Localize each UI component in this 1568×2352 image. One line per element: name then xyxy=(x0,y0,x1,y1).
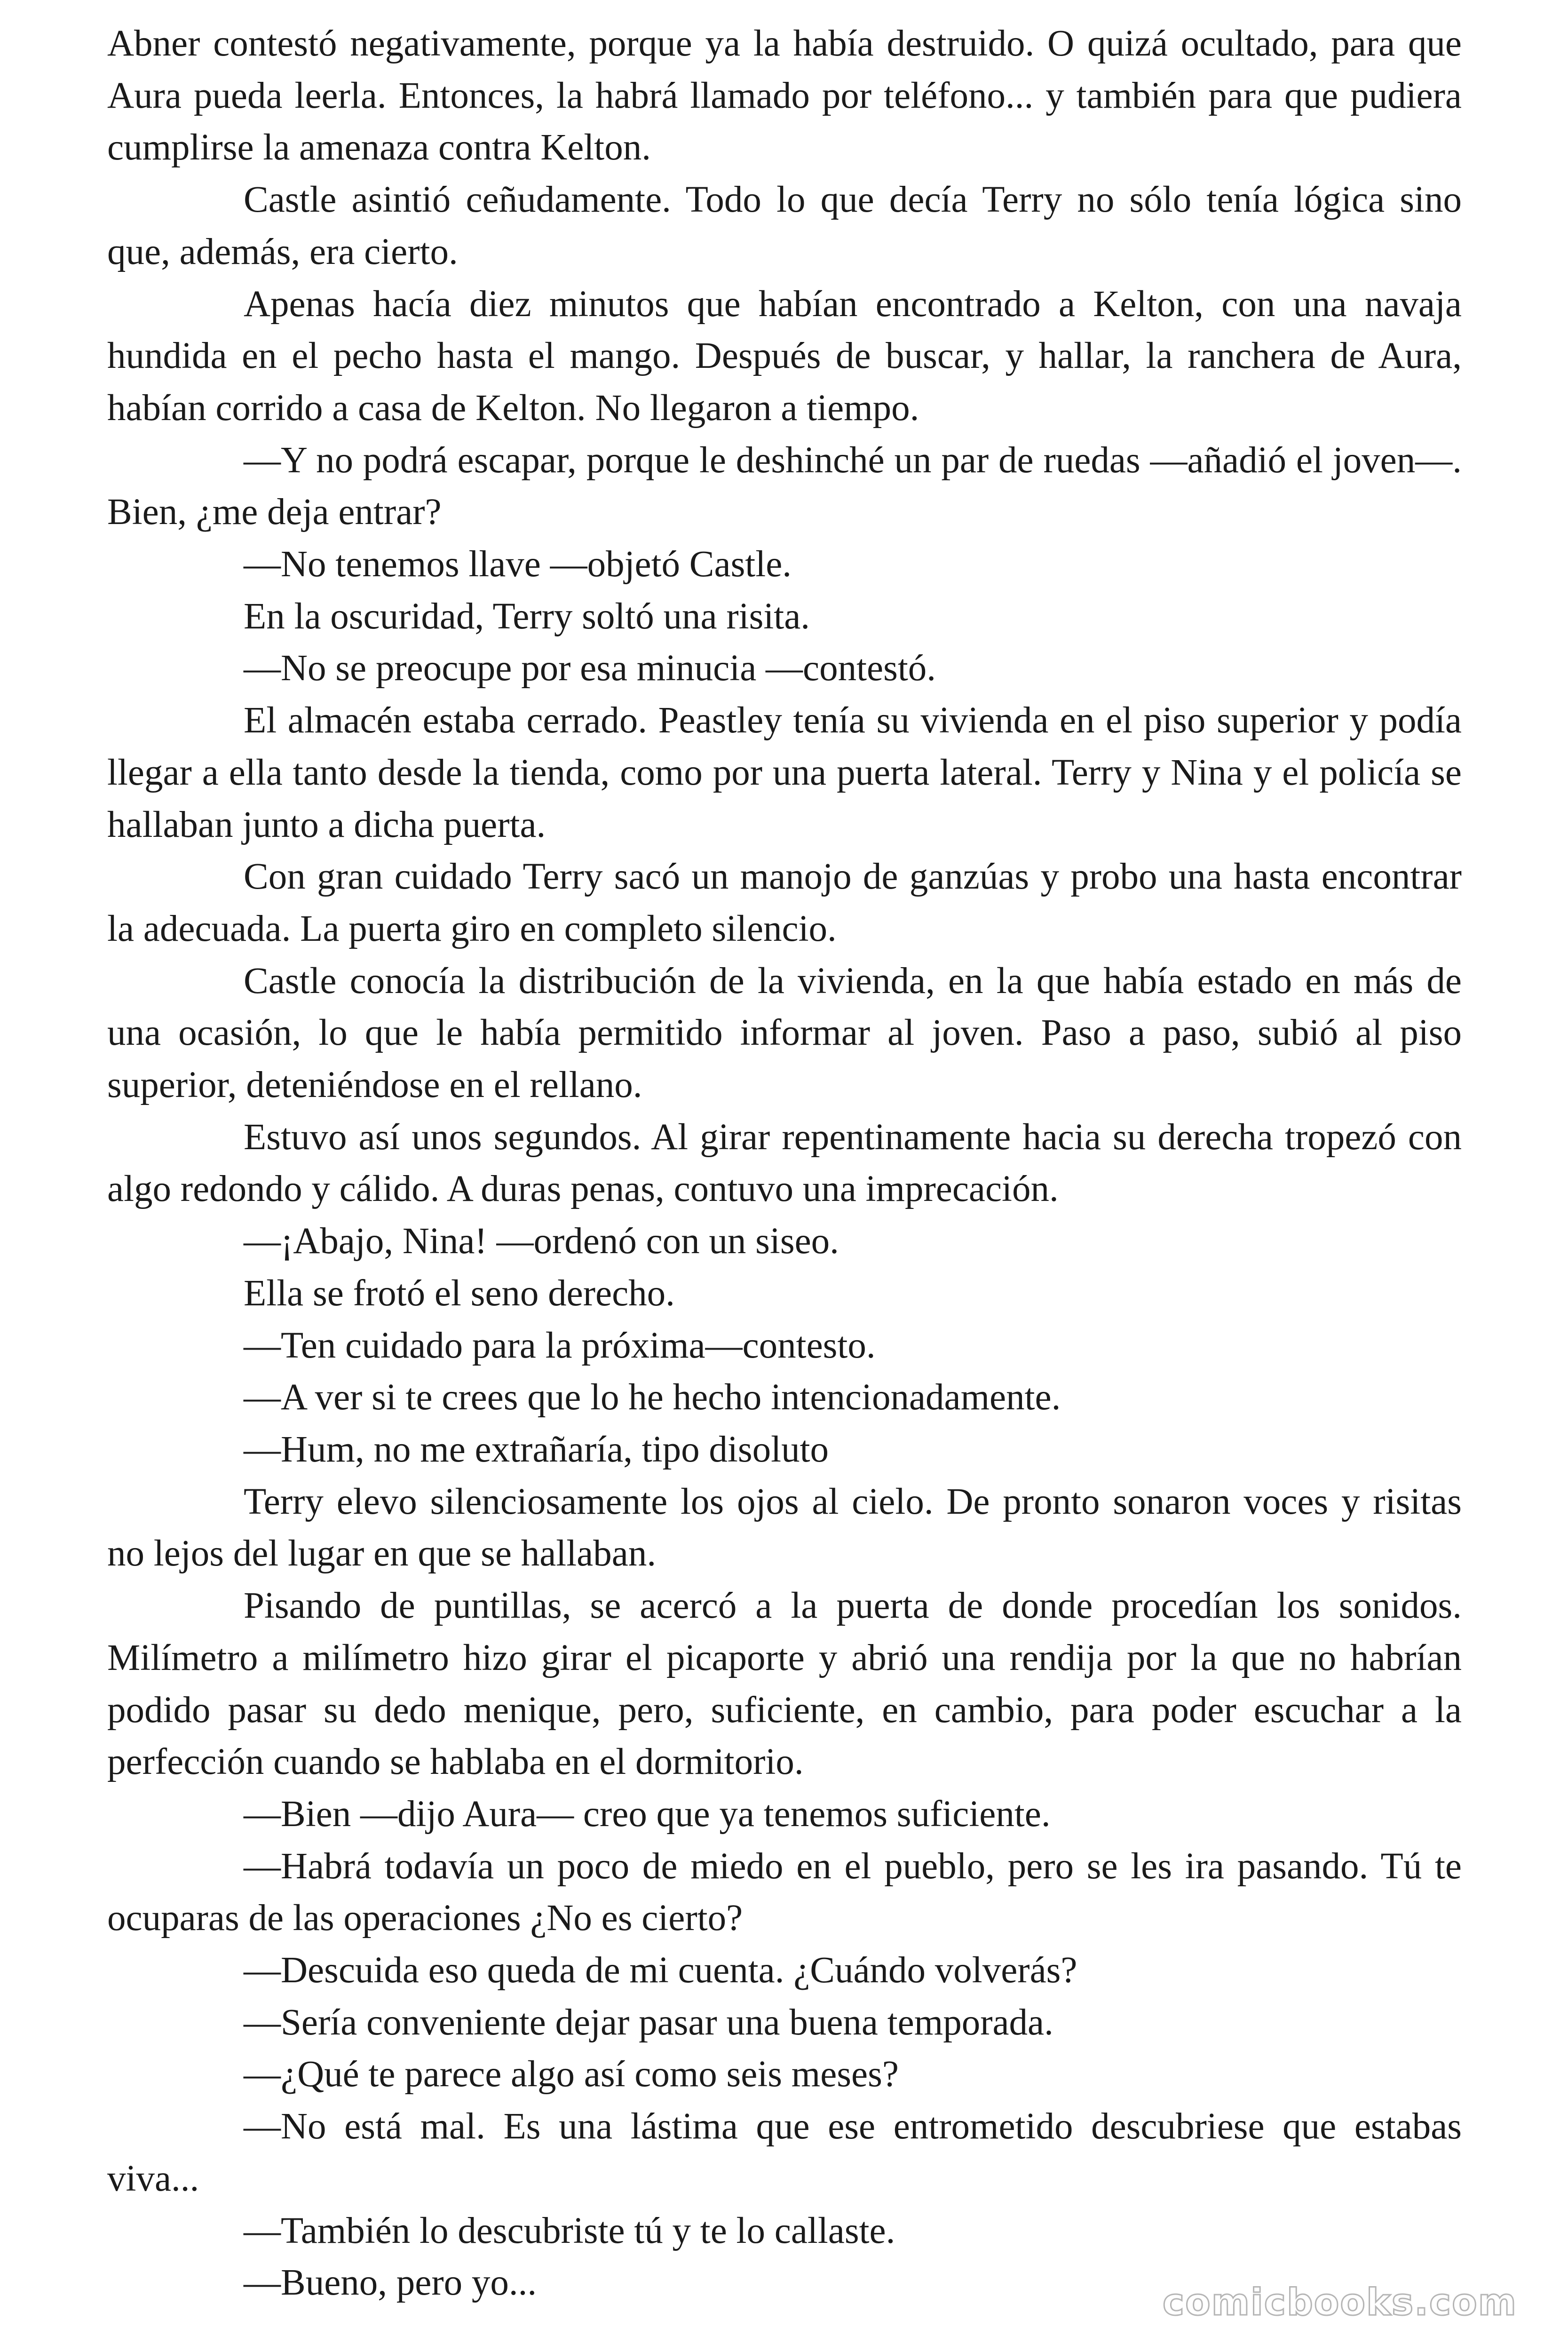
paragraph: —También lo descubriste tú y te lo callaste. xyxy=(244,2210,895,2251)
paragraph: Terry elevo silenciosamente los ojos al cielo. De pronto sonaron voces y risitas no lejos del lugar en que se hallaban. xyxy=(107,1481,1462,1574)
paragraph: Abner contestó negativamente, porque ya la había destruido. O quizá ocultado, para que Aura pueda leerla. Entonces, la habrá llamado por teléfono... y también para que pudiera cumplirse la amenaza contra Kelton. xyxy=(107,23,1462,168)
paragraph: —Ten cuidado para la próxima—contesto. xyxy=(244,1325,876,1366)
paragraph: —¿Qué te parece algo así como seis meses? xyxy=(244,2054,899,2095)
paragraph: Castle asintió ceñudamente. Todo lo que decía Terry no sólo tenía lógica sino que, además, era cierto. xyxy=(107,179,1462,272)
paragraph: —Y no podrá escapar, porque le deshinché un par de ruedas —añadió el joven—. Bien, ¿me deja entrar? xyxy=(107,439,1462,533)
paragraph: —¡Abajo, Nina! —ordenó con un siseo. xyxy=(244,1221,839,1262)
paragraph: —Descuida eso queda de mi cuenta. ¿Cuándo volverás? xyxy=(244,1950,1077,1991)
watermark-text: comicbooks.com xyxy=(1162,2281,1517,2324)
paragraph: —Sería conveniente dejar pasar una buena temporada. xyxy=(244,2002,1053,2043)
paragraph: En la oscuridad, Terry soltó una risita. xyxy=(244,596,810,637)
page-text xyxy=(107,18,1462,2309)
paragraph: —No está mal. Es una lástima que ese entrometido descubriese que estabas viva... xyxy=(107,2106,1462,2199)
paragraph: —No tenemos llave —objetó Castle. xyxy=(244,544,792,585)
paragraph: Ella se frotó el seno derecho. xyxy=(244,1272,675,1314)
paragraph: Pisando de puntillas, se acercó a la puerta de donde procedían los sonidos. Milímetro a milímetro hizo girar el picaporte y abrió una rendija por la que no habrían podido pasar su dedo menique, pero, suficiente, en cambio, para poder escuchar a la perfección cuando se hablaba en el dormitorio. xyxy=(107,1585,1462,1783)
paragraph: —Bien —dijo Aura— creo que ya tenemos suficiente. xyxy=(244,1793,1051,1835)
paragraph: —No se preocupe por esa minucia —contestó. xyxy=(244,648,936,689)
paragraph: Con gran cuidado Terry sacó un manojo de ganzúas y probo una hasta encontrar la adecuada. La puerta giro en completo silencio. xyxy=(107,856,1462,949)
paragraph: El almacén estaba cerrado. Peastley tenía su vivienda en el piso superior y podía llegar a ella tanto desde la tienda, como por una puerta lateral. Terry y Nina y el policía se hallaban junto a dicha puerta. xyxy=(107,700,1462,845)
paragraph: Estuvo así unos segundos. Al girar repentinamente hacia su derecha tropezó con algo redondo y cálido. A duras penas, contuvo una imprecación. xyxy=(107,1116,1462,1210)
paragraph: —Hum, no me extrañaría, tipo disoluto xyxy=(244,1429,829,1470)
paragraph: —Bueno, pero yo... xyxy=(244,2262,537,2304)
paragraph: Apenas hacía diez minutos que habían encontrado a Kelton, con una navaja hundida en el pecho hasta el mango. Después de buscar, y hallar, la ranchera de Aura, habían corrido a casa de Kelton. No llegaron a tiempo. xyxy=(107,283,1462,429)
paragraph: —A ver si te crees que lo he hecho intencionadamente. xyxy=(244,1377,1061,1418)
paragraph: —Habrá todavía un poco de miedo en el pueblo, pero se les ira pasando. Tú te ocuparas de las operaciones ¿No es cierto? xyxy=(107,1845,1462,1939)
paragraph: Castle conocía la distribución de la vivienda, en la que había estado en más de una ocasión, lo que le había permitido informar al joven. Paso a paso, subió al piso superior, deteniéndose en el rellano. xyxy=(107,960,1462,1106)
